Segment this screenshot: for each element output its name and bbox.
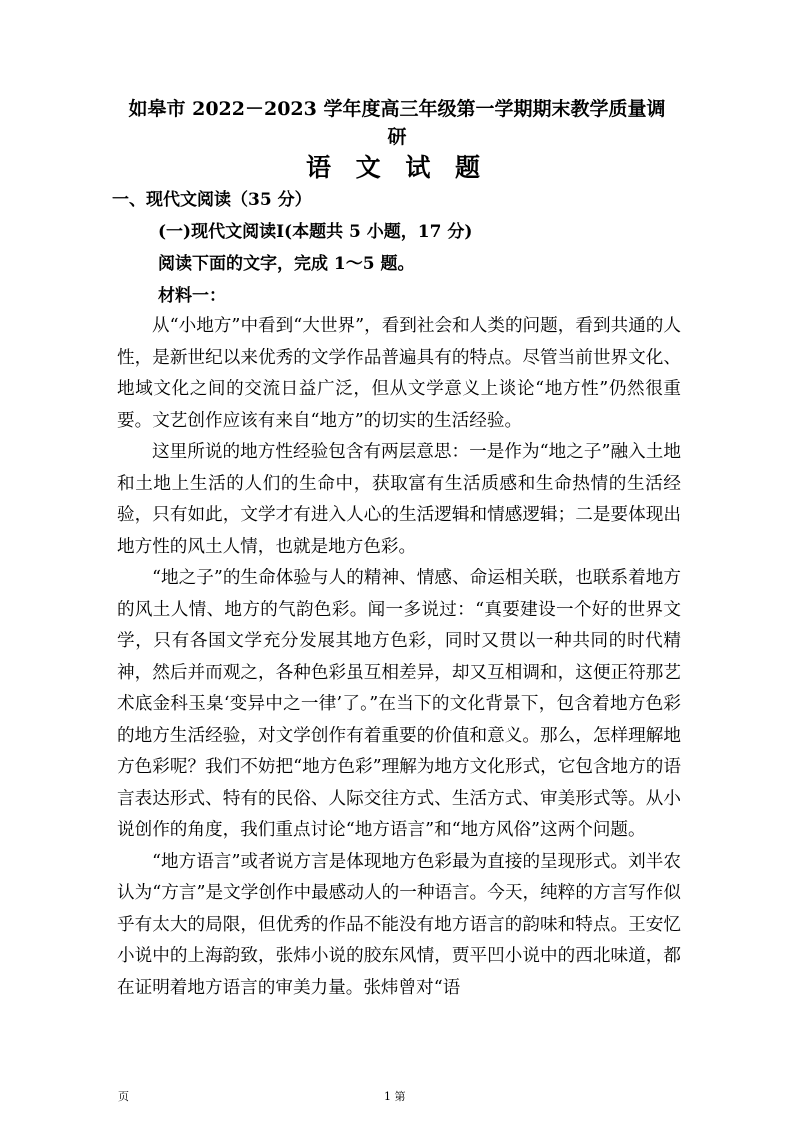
paragraph-1: 从“小地方”中看到“大世界”，看到社会和人类的问题，看到共通的人性，是新世纪以来优秀的文学作品普遍具有的特点。尽管当前世界文化、地域文化之间的交流日益广泛，但从文学意义上谈论“地方性”仍然很重要。文艺创作应该有来自“地方”的切实的生活经验。 [117, 316, 681, 431]
footer-page-number: 1 第 [384, 1090, 406, 1103]
exam-title-line-2: 研 [387, 126, 407, 148]
part-one-heading: 一、现代文阅读（35 分） [112, 190, 312, 210]
exam-title-line-1: 如皋市 2022－2023 学年度高三年级第一学期期末教学质量调 [128, 98, 666, 120]
document-title: 语 文 试 题 [305, 153, 489, 182]
article-body [117, 311, 681, 1004]
material-one-label: 材料一： [158, 286, 226, 306]
footer-page-label: 页 [118, 1090, 129, 1103]
paragraph-2: 这里所说的地方性经验包含有两层意思：一是作为“地之子”融入土地和土地上生活的人们的生命中，获取富有生活质感和生命热情的生活经验，只有如此，文学才有进入人心的生活逻辑和情感逻辑；二是要体现出地方性的风土人情，也就是地方色彩。 [117, 442, 681, 557]
paragraph-3: “地之子”的生命体验与人的精神、情感、命运相关联，也联系着地方的风土人情、地方的气韵色彩。闻一多说过：“真要建设一个好的世界文学，只有各国文学充分发展其地方色彩，同时又贯以一种共同的时代精神，然后并而观之，各种色彩虽互相差异，却又互相调和，这便正符那艺术底金科玉臬‘变异中之一律’了。”在当下的文化背景下，包含着地方色彩的地方生活经验，对文学创作有着重要的价值和意义。那么，怎样理解地方色彩呢？我们不妨把“地方色彩”理解为地方文化形式，它包含地方的语言表达形式、特有的民俗、人际交往方式、生活方式、审美形式等。从小说创作的角度，我们重点讨论“地方语言”和“地方风俗”这两个问题。 [117, 568, 681, 840]
paragraph-4: “地方语言”或者说方言是体现地方色彩最为直接的呈现形式。刘半农认为“方言”是文学创作中最感动人的一种语言。今天，纯粹的方言写作似乎有太大的局限，但优秀的作品不能没有地方语言的韵味和特点。王安忆小说中的上海韵致，张炜小说的胶东风情，贾平凹小说中的西北味道，都在证明着地方语言的审美力量。张炜曾对“语 [117, 851, 681, 998]
subsection-heading: (一)现代文阅读Ⅰ(本题共 5 小题，17 分) [158, 222, 473, 242]
reading-instruction: 阅读下面的文字，完成 1～5 题。 [158, 254, 415, 274]
